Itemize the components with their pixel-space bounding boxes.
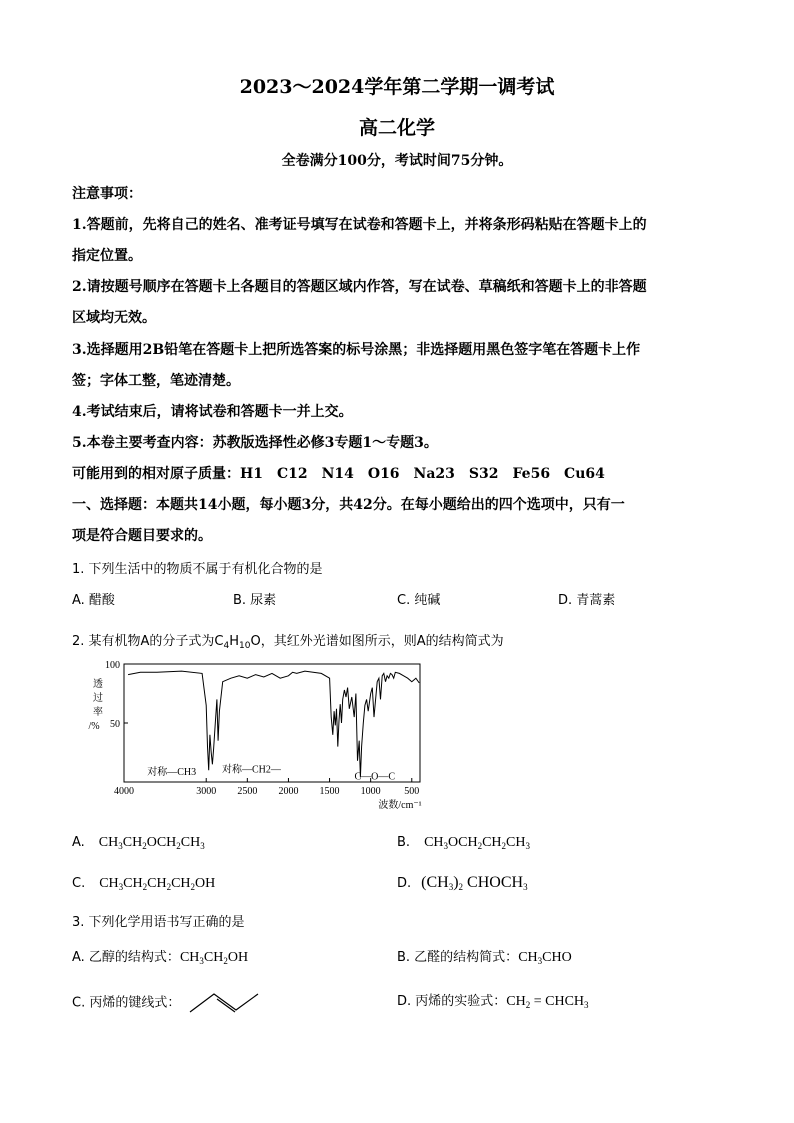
- q1-stem: 1. 下列生活中的物质不属于有机化合物的是: [72, 562, 323, 577]
- q2-stem-post: ，其红外光谱如图所示，则A的结构简式为: [260, 634, 504, 649]
- x-tick-label: 1500: [319, 786, 340, 797]
- annotation-ch2: 对称—CH2—: [221, 764, 281, 776]
- section-heading-line-2: 项是符合题目要求的。: [72, 528, 212, 544]
- q2-option-b-formula: $CH_3OCH_2CH_2CH_3$: [424, 835, 530, 851]
- q3-option-c: [72, 990, 260, 1016]
- annotation-ch3: 对称—CH3: [147, 766, 197, 778]
- q2-option-b: [397, 833, 530, 851]
- q2-option-b-label: B.: [397, 835, 411, 850]
- note-1-line-2: 指定位置。: [72, 248, 142, 264]
- q3-option-d-text: D. 丙烯的实验式：: [397, 994, 507, 1009]
- exam-info: 全卷满分100分，考试时间75分钟。: [281, 153, 513, 169]
- y-tick-label: 100: [105, 660, 120, 671]
- q1-option-d: D. 青蒿素: [558, 593, 616, 608]
- x-tick-label: 4000: [114, 786, 134, 797]
- note-4: 4.考试结束后，请将试卷和答题卡一并上交。: [72, 404, 353, 420]
- y-axis-label: 过: [93, 693, 103, 704]
- q3-option-d: [397, 990, 589, 1010]
- q2-formula-c-count: 4: [223, 641, 230, 651]
- x-tick-label: 2500: [237, 786, 258, 797]
- q2-formula-o: O: [250, 634, 261, 649]
- x-tick-label: 3000: [196, 786, 217, 797]
- q3-option-b: [397, 946, 572, 966]
- y-axis-label: 透: [93, 679, 103, 690]
- notes-heading: 注意事项：: [72, 186, 142, 202]
- q2-option-a-formula: $CH_3CH_2OCH_2CH_3$: [98, 835, 205, 851]
- q2-formula-h: H: [229, 634, 240, 649]
- note-3-line-1: 3.选择题用2B铅笔在答题卡上把所选答案的标号涂黑；非选择题用黑色签字笔在答题卡上作: [72, 342, 641, 358]
- exam-title: 2023～2024学年第二学期一调考试: [239, 76, 555, 98]
- q2-option-a: [72, 833, 205, 851]
- q1-option-b: B. 尿素: [233, 593, 277, 608]
- section-heading-line-1: 一、选择题：本题共14小题，每小题3分，共42分。在每小题给出的四个选项中，只有一: [72, 497, 625, 513]
- q3-option-a: [72, 946, 248, 966]
- q2-formula-h-count: 10: [239, 641, 251, 651]
- q3-stem: 3. 下列化学用语书写正确的是: [72, 915, 245, 930]
- y-tick-label: 50: [110, 719, 120, 730]
- x-tick-label: 1000: [360, 786, 381, 797]
- q3-option-b-text: B. 乙醛的结构简式：: [397, 950, 519, 965]
- q3-option-a-formula: $CH_3CH_2OH$: [179, 950, 249, 966]
- q1-option-a: A. 醋酸: [72, 593, 115, 608]
- q2-option-d: [397, 874, 528, 892]
- propene-skeletal-formula: [188, 990, 260, 1016]
- q1-option-c: C. 纯碱: [397, 593, 441, 608]
- x-tick-label: 500: [404, 786, 420, 797]
- q3-option-a-text: A. 乙醇的结构式：: [72, 950, 180, 965]
- atomic-masses: 可能用到的相对原子质量：H1 C12 N14 O16 Na23 S32 Fe56 Cu64: [72, 466, 605, 482]
- subject-title: 高二化学: [358, 117, 435, 139]
- note-2-line-2: 区域均无效。: [72, 310, 156, 326]
- q3-option-b-formula: $CH_3CHO$: [518, 950, 572, 966]
- q2-option-c: [72, 874, 215, 892]
- note-1-line-1: 1.答题前，先将自己的姓名、准考证号填写在试卷和答题卡上，并将条形码粘贴在答题卡上的: [72, 217, 647, 233]
- q3-option-c-text: C. 丙烯的键线式：: [72, 995, 181, 1011]
- x-tick-label: 2000: [278, 786, 299, 797]
- q2-option-c-label: C.: [72, 876, 86, 891]
- ir-spectrum-chart: [72, 654, 442, 814]
- note-2-line-1: 2.请按题号顺序在答题卡上各题目的答题区域内作答，写在试卷、草稿纸和答题卡上的非答题: [72, 279, 647, 295]
- q2-option-c-formula: $CH_3CH_2CH_2CH_2OH$: [99, 876, 216, 892]
- x-axis-label: 波数/cm⁻¹: [378, 800, 422, 811]
- q2-stem-pre: 2. 某有机物A的分子式为C: [72, 634, 224, 649]
- note-3-line-2: 签；字体工整，笔迹清楚。: [72, 373, 240, 389]
- q3-option-d-formula: $CH_2$ = $CHCH_3$: [506, 994, 589, 1010]
- ir-spectrum-line: [128, 671, 419, 777]
- q2-option-a-label: A.: [72, 835, 85, 850]
- note-5: 5.本卷主要考查内容：苏教版选择性必修3专题1～专题3。: [72, 435, 438, 451]
- q2-option-d-label: D.: [397, 876, 412, 891]
- q2-stem: [72, 630, 504, 649]
- y-axis-label: 率: [93, 707, 103, 718]
- q2-option-d-formula: $(CH_3)_2$ $CHOCH_3$: [421, 874, 528, 892]
- y-axis-label: /%: [88, 721, 100, 732]
- annotation-coc: C—O—C: [354, 771, 396, 783]
